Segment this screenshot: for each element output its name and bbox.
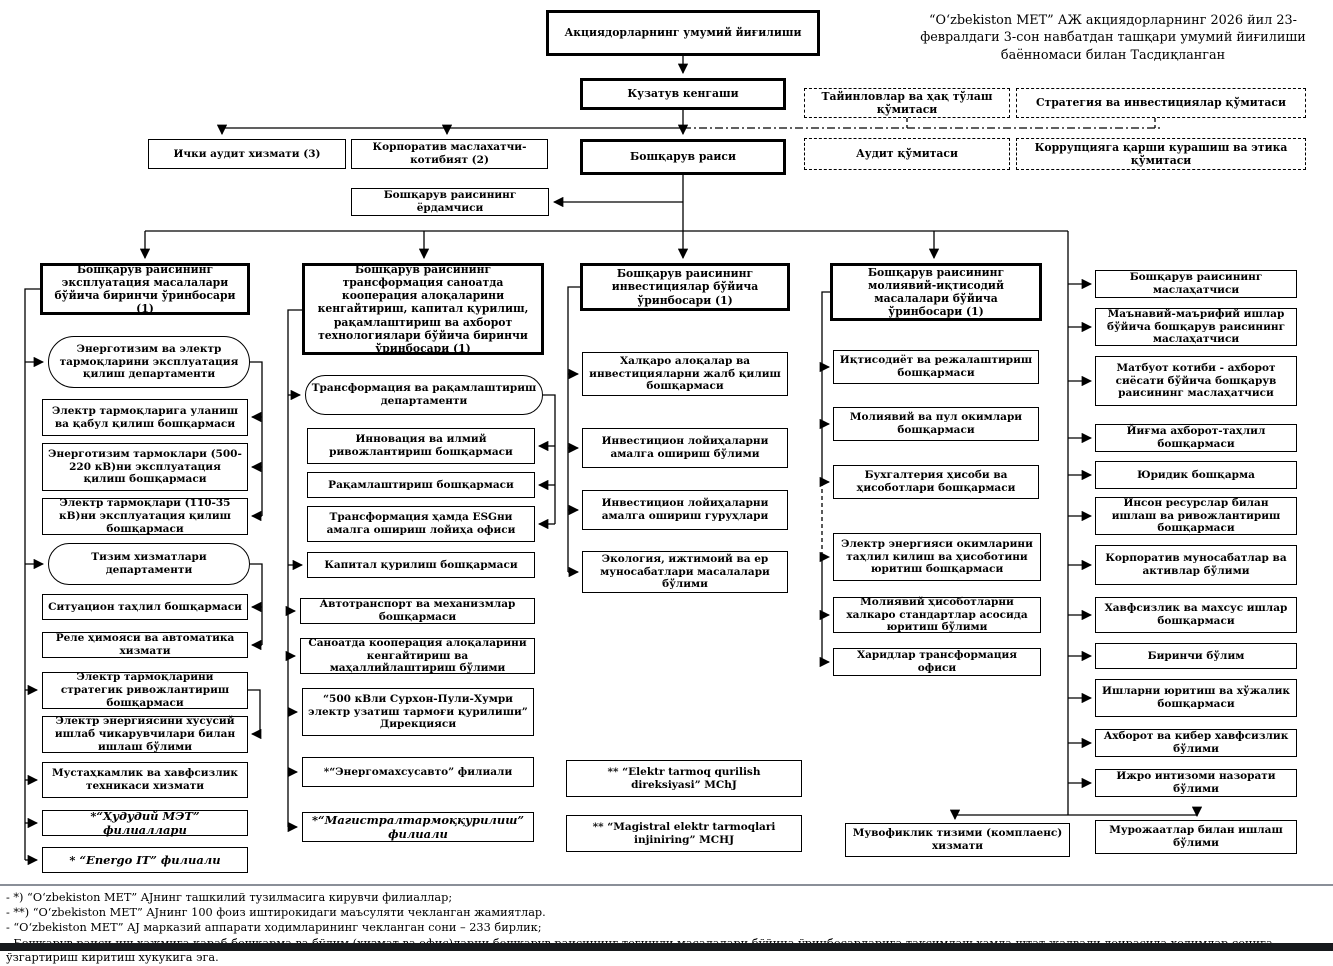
footnote-line: - *) “O‘zbekiston MET” AJнинг ташкилий тузилмасига кирувчи филиаллар;: [6, 891, 453, 904]
footnote-line: - “O‘zbekiston MET” AJ марказий аппарати ходимларининг чекланган сони – 233 бирлик;: [6, 921, 542, 935]
node-transport: Автотранспорт ва механизмлар бошқармаси: [300, 598, 535, 624]
node-esg-office: Трансформация ҳамда ESGни амалга ошириш лойиҳа офиси: [307, 506, 535, 542]
node-deputy-investments: Бошқарув раисининг инвестициялар бўйича ўринбосари (1): [580, 263, 790, 311]
bottom-bar: [0, 943, 1333, 951]
node-deputy-operations: Бошқарув раисининг эксплуатация масалалари бўйича биринчи ўринбосари (1): [40, 263, 250, 315]
node-finance-cashflow: Молиявий ва пул окимлари бошқармаси: [833, 407, 1039, 441]
node-chairman-adviser: Бошқарув раисининг маслаҳатчиси: [1095, 270, 1297, 298]
node-dept-system-services: Тизим хизматлари департаменти: [48, 543, 250, 585]
node-private-producers: Электр энергиясини хусусий ишлаб чикарувчилари билан ишлаш бўлими: [42, 716, 248, 753]
node-deputy-finance: Бошқарув раисининг молиявий-иқтисодий масалалари бўйича ўринбосари (1): [830, 263, 1042, 321]
footer-separator: [0, 884, 1333, 886]
node-energo-it-branch: * “Energo IT” филиали: [42, 847, 248, 873]
node-economy-planning: Иқтисодиёт ва режалаштириш бошқармаси: [833, 350, 1039, 384]
node-spiritual-adviser: Маънавий-маърифий ишлар бўйича бошқарув раисининг маслаҳатчиси: [1095, 308, 1297, 346]
node-international-relations: Халқаро алоқалар ва инвестицияларни жалб қилиш бошқармаси: [582, 352, 788, 396]
node-legal: Юридик бошқарма: [1095, 461, 1297, 489]
node-investment-projects-groups: Инвестицион лойиҳаларни амалга ошириш гуруҳлари: [582, 490, 788, 530]
node-grid-110-35: Электр тармоқлари (110-35 кВ)ни эксплуатация қилиш бошқармаси: [42, 498, 248, 535]
node-ifrs-reporting: Молиявий ҳисоботларни халкаро стандартлар асосида юритиш бўлими: [833, 597, 1041, 633]
node-committee-audit: Аудит қўмитаси: [804, 138, 1010, 170]
node-dept-transformation: Трансформация ва рақамлаштириш департаменти: [305, 375, 543, 415]
node-grid-500-220: Энерготизим тармоклари (500-220 кВ)ни эксплуатация қилиш бошқармаси: [42, 443, 248, 491]
node-investment-projects-division: Инвестицион лойиҳаларни амалга ошириш бўлими: [582, 428, 788, 468]
node-supervisory-board: Кузатув кенгаши: [580, 78, 786, 110]
node-committee-appointments: Тайинловлар ва ҳақ тўлаш қўмитаси: [804, 88, 1010, 118]
node-committee-strategy: Стратегия ва инвестициялар қўмитаси: [1016, 88, 1306, 118]
node-safety-service: Мустаҳкамлик ва хавфсизлик техникаси хизмати: [42, 762, 248, 798]
node-hr: Инсон ресурслар билан ишлаш ва ривожлантириш бошқармаси: [1095, 497, 1297, 535]
node-press-secretary: Матбуот котиби - ахборот сиёсати бўйича бошқарув раисининг маслаҳатчиси: [1095, 356, 1297, 406]
node-chairman-assistant: Бошқарув раисининг ёрдамчиси: [351, 188, 549, 216]
node-appeals: Мурожаатлар билан ишлаш бўлими: [1095, 820, 1297, 854]
node-records-management: Ишларни юритиш ва хўжалик бошқармаси: [1095, 679, 1297, 717]
node-innovation: Инновация ва илмий ривожлантириш бошқармаси: [307, 428, 535, 464]
node-general-meeting: Акциядорларнинг умумий йиғилиши: [546, 10, 820, 56]
node-digitalization: Рақамлаштириш бошқармаси: [307, 472, 535, 498]
node-grid-connection: Электр тармоқларига уланиш ва қабул қилиш бошқармаси: [42, 399, 248, 436]
footnote-line: - **) “O‘zbekiston MET” AJнинг 100 фоиз иштирокидаги маъсуляти чекланган жамиятлар.: [6, 906, 546, 920]
node-compliance: Мувофиклик тизими (комплаенс) хизмати: [845, 823, 1070, 857]
node-committee-anticorruption: Коррупцияга қарши курашиш ва этика қўмитаси: [1016, 138, 1306, 170]
footnotes: [6, 891, 1326, 966]
node-security-special: Хавфсизлик ва махсус ишлар бошқармаси: [1095, 597, 1297, 633]
node-internal-audit: Ички аудит хизмати (3): [148, 139, 346, 169]
node-energomaxsusavto-branch: *“Энергомахсусавто” филиали: [302, 757, 534, 787]
node-capital-construction: Капитал қурилиш бошқармаси: [307, 552, 535, 578]
node-cybersecurity: Ахборот ва кибер хавфсизлик бўлими: [1095, 729, 1297, 757]
node-management-chairman: Бошқарув раиси: [580, 139, 786, 175]
approval-note: “O‘zbekiston MET” АЖ акциядорларнинг 2026 йил 23-февралдаги 3-сон навбатдан ташқари умумий йиғилиши баённомаси билан Тасдиқланган: [920, 13, 1306, 63]
node-magistral-injiniring-mchj: ** “Magistral elektr tarmoqlari injiniring” MCHJ: [566, 815, 802, 852]
node-accounting: Бухгалтерия ҳисоби ва ҳисоботлари бошқармаси: [833, 465, 1039, 499]
node-situation-analysis: Ситуацион таҳлил бошқармаси: [42, 594, 248, 620]
node-info-analysis: Йиғма ахборот-таҳлил бошқармаси: [1095, 424, 1297, 452]
node-corporate-secretary: Корпоратив маслахатчи-котибият (2): [351, 139, 548, 169]
node-dept-energy-networks: Энерготизим ва электр тармоқларини эксплуатация қилиш департаменти: [48, 336, 250, 388]
node-industry-cooperation: Саноатда кооперация алоқаларини кенгайтириш ва маҳаллийлаштириш бўлими: [300, 638, 535, 674]
node-relay-protection: Реле ҳимояси ва автоматика хизмати: [42, 632, 248, 658]
node-executive-discipline: Ижро интизоми назорати бўлими: [1095, 769, 1297, 797]
footnote-line: ўзгартириш киритиш хукукига эга.: [6, 950, 219, 964]
node-corporate-relations: Корпоратив муносабатлар ва активлар бўлими: [1095, 545, 1297, 585]
node-strategic-development: Электр тармоқларини стратегик ривожлантириш бошқармаси: [42, 672, 248, 709]
node-first-division: Биринчи бўлим: [1095, 643, 1297, 669]
node-surkhan-directorate: “500 кВли Сурхон-Пули-Хумри электр узатиш тармоғи қурилиши” Дирекцияси: [302, 688, 534, 736]
node-regional-met-branches: *“Ҳудудий МЭТ” филиаллари: [42, 810, 248, 836]
node-energy-flow-analysis: Электр энергияси окимларини таҳлил килиш ва ҳисоботини юритиш бошқармаси: [833, 533, 1041, 581]
node-procurement-office: Харидлар трансформация офиси: [833, 648, 1041, 676]
node-deputy-transformation: Бошқарув раисининг трансформация саноатда кооперация алоқаларини кенгайтириш, капитал қурилиш, рақамлаштириш ва ахборот технологиялари бўйича биринчи ўринбосари (1): [302, 263, 544, 355]
node-elektr-tarmoq-mchj: ** “Elektr tarmoq qurilish direksiyasi” MChJ: [566, 760, 802, 797]
node-ecology: Экология, ижтимоий ва ер муносабатлари масалалари бўлими: [582, 551, 788, 593]
node-magistraltarmoq-branch: *“Магистралтармоққурилиш” филиали: [302, 812, 534, 842]
